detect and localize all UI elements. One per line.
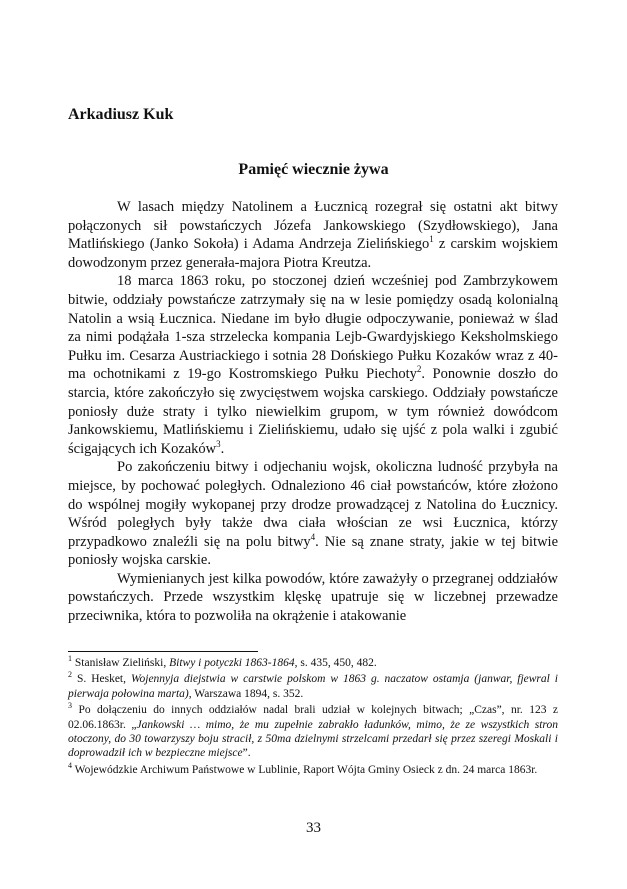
footnote-text-italic: Jankowski … mimo, że mu zupełnie zabrakło ładunków, mimo, że ze wszystkich stron otoczony, do 30 towarzyszy boju stracił, z 50ma dzielnymi strzelcami przedarł się przez szeregi Moskali i doprowadził ich w bezpieczne miejsce [68,718,558,760]
footnote-number: 2 [68,670,72,680]
paragraph [68,458,558,570]
footnote-text-italic: Bitwy i potyczki 1863-1864 [169,657,295,669]
footnote-text-italic: Wojennyja diejstwia w carstwie polskom w 1863 g. naczatow ostamja (janwar, fjewral i pierwaja połowina marta) [68,673,559,700]
footnote-text: S. Hesket, [76,673,131,686]
article-title: Pamięć wiecznie żywa [238,161,389,178]
footnote-text: Stanisław Zieliński, [74,657,170,669]
footnote [68,703,558,761]
footnote-ref[interactable]: 2 [416,364,422,375]
paragraph [68,570,558,626]
footnote-number: 3 [68,701,72,711]
text-run: W lasach między Natolinem a Łucznicą rozegrał się ostatni akt bitwy połączonych sił powstańczych Józefa Jankowskiego (Szydłowskiego), Jana Matlińskiego (Janko Sokoła) i Adama Andrzeja Zielińskiego [68,199,558,253]
text-run: Po zakończeniu bitwy i odjechaniu wojsk, okoliczna ludność przybyła na miejsce, by pochować poległych. Odnaleziono 46 ciał powstańców, które złożono do wspólnej mogiły wykopanej przy drodze prowadzącej z Natolina do Łucznicy. Wśród poległych były także dwa ciała włościan ze wsi Łucznica, którzy przypadkowo znaleźli się na polu bitwy [68,459,558,550]
footnote [68,672,558,701]
footnote-text: , s. 435, 450, 482. [294,657,377,669]
footnote [68,656,558,670]
footnote-divider [68,651,258,652]
footnote [68,763,558,777]
footnote-text: , Warszawa 1894, s. 352. [188,687,304,700]
page-number: 33 [306,820,321,836]
footnote-ref[interactable]: 3 [216,438,221,449]
text-run: z carskim wojskiem dowodzonym przez generała-majora Piotra Kreutza. [68,236,558,271]
text-run: . Nie są znane straty, jakie w tej bitwie poniosły wojska carskie. [68,533,558,569]
paragraph [68,272,558,458]
author-name: Arkadiusz Kuk [68,106,174,123]
footnote-number: 4 [68,761,72,771]
text-run: . Ponownie doszło do starcia, które zakończyło się zwycięstwem wojska carskiego. Oddziały powstańcze poniosły duże straty i tylko niewielkim grupom, w tym również dowódcom Jankowskiemu, Matlińskiemu i Zielińskiemu, udało się ujść z pola walki i zgubić ścigających ich Kozaków [68,366,558,457]
footnotes [68,656,558,779]
footnote-number: 1 [68,654,72,664]
footnote-text: Wojewódzkie Archiwum Państwowe w Lublinie, Raport Wójta Gminy Osieck z dn. 24 marca 1863r. [74,763,538,776]
paragraph [68,198,558,272]
text-run: . [220,440,225,457]
body-text [68,198,558,626]
text-run: Wymienianych jest kilka powodów, które zaważyły o przegranej oddziałów powstańczych. Przede wszystkim klęskę upatruje się w liczebnej przewadze przeciwnika, która to pozwoliła na okrążenie i atakowanie [68,570,558,625]
footnote-text: Po dołączeniu do innych oddziałów nadal brali udział w kolejnych bitwach; „Czas”, nr. 123 z 02.06.1863r. „ [68,704,558,731]
text-run: 18 marca 1863 roku, po stoczonej dzień wcześniej pod Zambrzykowem bitwie, oddziały powstańcze zatrzymały się na w lesie pomiędzy osadą kolonialną Natolin a wsią Łucznica. Niedane im było długie odpoczywanie, ponieważ w ślad za nimi podążała 1-sza strzelecka kompania Lejb-Gwardyjskiego Keksholmskiego Pułku im. Cesarza Austriackiego i sotnia 28 Dońskiego Pułku Kozaków wraz z 40-ma ochotnikami z 19-go Kostromskiego Pułku Piechoty [68,273,558,383]
footnote-ref[interactable]: 1 [429,234,434,245]
footnote-ref[interactable]: 4 [310,531,316,542]
footnote-text: ”. [242,747,251,760]
